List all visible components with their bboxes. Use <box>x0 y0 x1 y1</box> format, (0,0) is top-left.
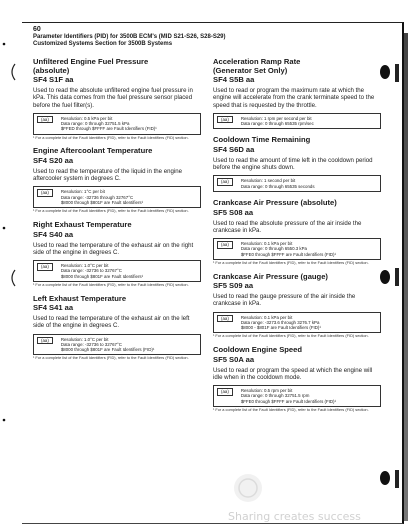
pid-code: SF4 S20 aa <box>33 155 74 165</box>
pid-section <box>213 58 381 129</box>
binding-curl-icon <box>12 64 15 80</box>
footnote: ¹ For a complete list of the Fault Identifiers (FID), refer to the Fault Identifiers (FID) section. <box>213 333 369 339</box>
bullet-dot <box>3 419 6 422</box>
watermark-text: Sharing creates success <box>228 510 361 523</box>
section-description: Used to read or program the maximum rate at which the engine will accelerate from the crank terminate speed to the speed that is requested by the throttle. <box>213 87 375 109</box>
pid-code: SF5 S08 aa <box>213 207 254 217</box>
pid-code: SF4 S1F aa <box>33 75 74 85</box>
pid-code: SF5 S09 aa <box>213 281 254 291</box>
section-title: Crankcase Air Pressure (absolute) <box>213 197 337 207</box>
resolution-text: Resolution: 1 rpm per second per bit <box>240 115 312 121</box>
footnote: ¹ For a complete list of the Fault Identifiers (FID), refer to the Fault Identifiers (FID) section. <box>213 259 369 265</box>
section-title: Engine Aftercoolant Temperature <box>33 146 153 156</box>
section-title: Acceleration Ramp Rate <box>213 57 301 66</box>
box-tag: (aa) <box>37 337 53 345</box>
pid-code: SF4 S5B aa <box>213 75 255 85</box>
left-column <box>33 58 201 368</box>
pid-section <box>33 58 201 140</box>
section-description: Used to read the absolute unfiltered engine fuel pressure in kPa. This data comes from the fuel pressure sensor placed before the fuel filter(s). <box>33 87 193 109</box>
pid-code: SF5 S0A aa <box>213 354 255 364</box>
footnote: ¹ For a complete list of the Fault Identifiers (FID), refer to the Fault Identifiers (FID) section. <box>213 407 369 413</box>
parameter-box <box>33 334 201 356</box>
resolution-text: Resolution: 1 second per bit <box>240 178 296 184</box>
parameter-box <box>213 113 381 130</box>
pid-code: SF4 S40 aa <box>33 229 74 239</box>
resolution-text: Resolution: 0.5 rpm per bit <box>240 388 293 394</box>
pid-section <box>213 199 381 266</box>
bullet-dot <box>3 43 6 46</box>
section-description: Used to read the temperature of the exhaust air on the left side of the engine in degrees C. <box>33 315 190 330</box>
box-tag: (aa) <box>37 263 53 271</box>
box-tag: (aa) <box>37 116 53 124</box>
page-header <box>33 26 393 48</box>
resolution-text: Resolution: 0.1 kPa per bit <box>240 314 293 320</box>
resolution-text: Resolution: 1.0°C per bit <box>60 336 109 342</box>
box-tag: (aa) <box>37 189 53 197</box>
binding-curl-icon <box>12 270 15 286</box>
section-description: Used to read the gauge pressure of the air inside the crankcase in kPa. <box>213 293 356 308</box>
resolution-text: Resolution: 1.0°C per bit <box>60 262 109 268</box>
section-title: Cooldown Engine Speed <box>213 345 303 355</box>
pid-section <box>213 273 381 340</box>
fault-id-text: $8000 through $801F are Fault Identifiers¹ <box>60 199 144 205</box>
page-subtitle: Customized Systems Section for 3500B Systems <box>33 41 173 47</box>
parameter-box <box>33 186 201 208</box>
box-tag: (aa) <box>217 241 233 249</box>
data-range-text: Data range: -32736 to 32767°C <box>60 341 122 347</box>
section-description: Used to read the temperature of the liquid in the engine aftercooler system in degrees C. <box>33 167 183 183</box>
parameter-box <box>33 260 201 282</box>
section-title: Cooldown Time Remaining <box>213 135 311 145</box>
pid-section <box>213 346 381 413</box>
pid-section <box>33 295 201 362</box>
section-description: Used to read or program the speed at which the engine will idle when in the cooldown mode. <box>213 366 373 381</box>
data-range-text: Data range: -32736 through 32767°C <box>60 194 134 200</box>
fault-id-text: $8000 - $801F are Fault Identifiers (FID)¹ <box>240 325 321 331</box>
section-description: Used to read the temperature of the exhaust air on the right side of the engine in degrees C. <box>33 241 194 256</box>
section-title-line2: (absolute) <box>33 65 70 75</box>
resolution-text: Resolution: 0.1 kPa per bit <box>240 240 293 246</box>
box-tag: (aa) <box>217 116 233 124</box>
section-title: Unfiltered Engine Fuel Pressure <box>33 57 149 66</box>
parameter-box <box>213 385 381 407</box>
fault-id-text: $FFE0 through $FFFF are Fault Identifiers (FID)¹ <box>240 251 336 257</box>
data-range-text: Data range: 0 through 32751.5 kPa <box>60 121 130 127</box>
footnote: ¹ For a complete list of the Fault Identifiers (FID), refer to the Fault Identifiers (FID) section. <box>33 355 189 361</box>
parameter-box <box>213 175 381 192</box>
section-description: Used to read the amount of time left in the cooldown period before the engine shuts down. <box>213 156 373 172</box>
bullet-dot <box>3 227 6 230</box>
pid-code: SF4 S41 aa <box>33 303 74 313</box>
box-tag: (aa) <box>217 315 233 323</box>
fault-id-text: $FFED through $FFFF are Fault Identifiers (FID)¹ <box>60 126 157 132</box>
data-range-text: Data range: 0 through 65535 seconds <box>240 183 315 189</box>
page-title: Parameter Identifiers (PID) for 3500B ECM's (MID S21-S26, S28-S29) <box>33 34 226 40</box>
fault-id-text: $8000 through $801F are Fault Identifiers¹ <box>60 273 144 279</box>
section-description: Used to read the absolute pressure of the air inside the crankcase in kPa. <box>213 219 362 234</box>
pid-section <box>33 221 201 288</box>
page-number: 60 <box>33 26 41 33</box>
footnote: ¹ For a complete list of the Fault Identifiers (FID), refer to the Fault Identifiers (FID) section. <box>33 281 189 287</box>
data-range-text: Data range: 0 through 32751.5 rpm <box>240 393 310 399</box>
footnote: ¹ For a complete list of the Fault Identifiers (FID), refer to the Fault Identifiers (FID) section. <box>33 208 189 214</box>
box-tag: (aa) <box>217 388 233 396</box>
pid-section <box>33 147 201 214</box>
resolution-text: Resolution: 0.5 kPa per bit <box>60 115 113 121</box>
parameter-box <box>33 113 201 135</box>
right-column <box>213 58 381 420</box>
section-title: Crankcase Air Pressure (gauge) <box>213 271 328 281</box>
section-title-line2: (Generator Set Only) <box>213 65 288 75</box>
data-range-text: Data range: -32736 to 32767°C <box>60 268 122 274</box>
fault-id-text: $FFE0 through $FFFF are Fault Identifiers (FID)¹ <box>240 398 336 404</box>
section-title: Right Exhaust Temperature <box>33 219 132 229</box>
fault-id-text: $8000 through $801F are Fault Identifiers (FID)¹ <box>60 347 155 353</box>
pid-code: SF4 S6D aa <box>213 144 255 154</box>
parameter-box <box>213 312 381 334</box>
pid-section <box>213 136 381 192</box>
parameter-box <box>213 238 381 260</box>
footnote: ¹ For a complete list of the Fault Identifiers (FID), refer to the Fault Identifiers (FID) section. <box>33 134 189 140</box>
box-tag: (aa) <box>217 178 233 186</box>
section-title: Left Exhaust Temperature <box>33 293 127 303</box>
data-range-text: Data range: -3273.6 through 3276.7 kPa <box>240 319 320 325</box>
data-range-text: Data range: 0 through 6550.3 kPa <box>240 246 307 252</box>
resolution-text: Resolution: 1°C per bit <box>60 189 105 195</box>
data-range-text: Data range: 0 through 65535 rpm/sec <box>240 121 314 127</box>
